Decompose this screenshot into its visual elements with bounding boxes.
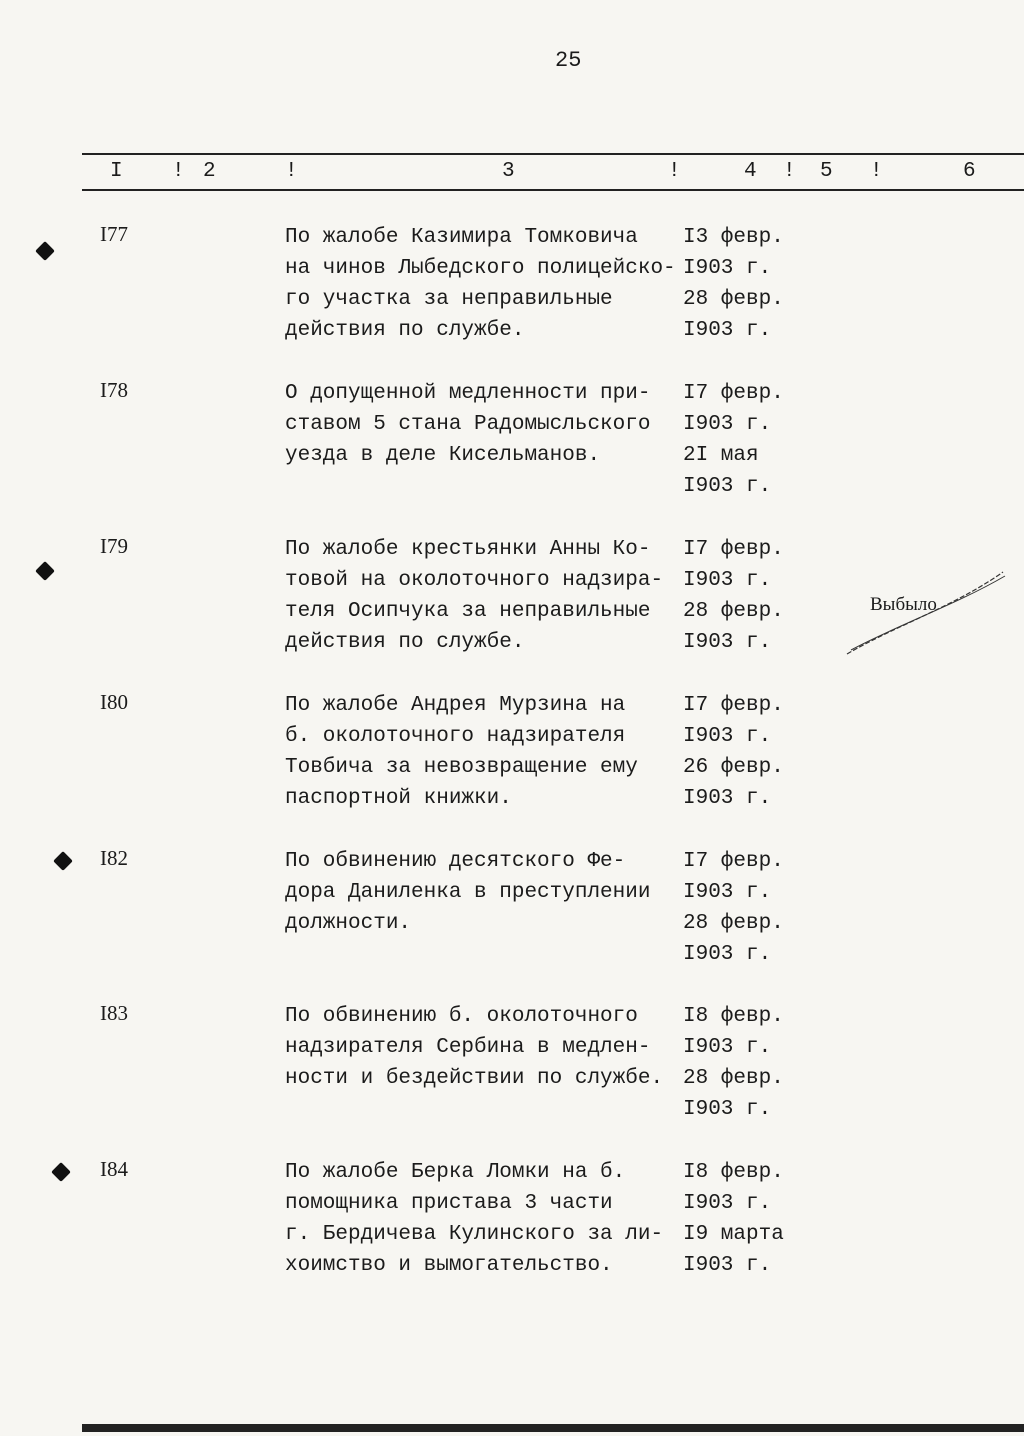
desc-line: действия по службе. [285,319,525,342]
header-col-5: 5 [820,160,833,183]
desc-line: уезда в деле Кисельманов. [285,444,601,467]
date-start: I3 февр. [683,226,784,249]
desc-line: теля Осипчука за неправильные [285,600,651,623]
date-start-year: I903 г. [683,1036,772,1059]
desc-line: действия по службе. [285,631,525,654]
entry-description [285,1001,663,1094]
desc-line: По жалобе Андрея Мурзина на [285,694,626,717]
desc-line: паспортной книжки. [285,787,512,810]
margin-mark-icon [35,561,55,581]
entry-number: I80 [100,690,128,714]
entry-dates [683,846,784,970]
desc-line: Товбича за невозвращение ему [285,756,638,779]
margin-mark-icon [35,241,55,261]
entry-dates [683,378,784,502]
header-bottom-rule [82,189,1024,191]
desc-line: го участка за неправильные [285,288,613,311]
date-end: 28 февр. [683,288,784,311]
date-end: 2I мая [683,444,759,467]
header-col-6: 6 [963,160,976,183]
margin-mark-icon [53,851,73,871]
date-start: I7 февр. [683,382,784,405]
date-start: I7 февр. [683,850,784,873]
desc-line: По жалобе крестьянки Анны Ко- [285,538,651,561]
desc-line: дора Даниленка в преступлении [285,881,651,904]
date-start: I7 февр. [683,694,784,717]
entry-description [285,378,650,471]
date-end-year: I903 г. [683,475,772,498]
header-sep-3: ! [668,160,681,183]
entry-dates [683,222,784,346]
entry-dates [683,534,784,658]
entry-description [285,534,663,658]
date-start-year: I903 г. [683,881,772,904]
date-end-year: I903 г. [683,943,772,966]
entry-180 [0,690,1024,840]
entry-177 [0,222,1024,372]
header-col-1: I [110,160,123,183]
entry-description [285,690,638,814]
header-sep-4: ! [783,160,796,183]
entry-number: I79 [100,534,128,558]
desc-line: б. околоточного надзирателя [285,725,626,748]
header-col-3: 3 [502,160,515,183]
header-sep-5: ! [870,160,883,183]
desc-line: ности и бездействии по службе. [285,1067,664,1090]
header-sep-1: ! [172,160,185,183]
date-start: I8 февр. [683,1005,784,1028]
entry-number: I83 [100,1001,128,1025]
desc-line: По обвинению б. околоточного [285,1005,638,1028]
date-end: I9 марта [683,1223,784,1246]
page-number: 25 [555,48,582,73]
desc-line: По жалобе Берка Ломки на б. [285,1161,626,1184]
header-col-4: 4 [744,160,757,183]
margin-mark-icon [51,1162,71,1182]
bottom-edge-rule [82,1424,1024,1432]
date-end: 26 февр. [683,756,784,779]
entry-184 [0,1157,1024,1307]
date-end: 28 февр. [683,600,784,623]
date-end-year: I903 г. [683,787,772,810]
entry-number: I78 [100,378,128,402]
date-start: I8 февр. [683,1161,784,1184]
desc-line: По жалобе Казимира Томковича [285,226,638,249]
date-start-year: I903 г. [683,413,772,436]
date-end-year: I903 г. [683,319,772,342]
date-start-year: I903 г. [683,725,772,748]
withdrawn-note: Выбыло [870,594,937,615]
date-end: 28 февр. [683,912,784,935]
strike-through-mark [845,566,1010,661]
desc-line: товой на околоточного надзира- [285,569,664,592]
entry-description [285,222,676,346]
entry-178 [0,378,1024,528]
entry-182 [0,846,1024,996]
desc-line: О допущенной медленности при- [285,382,651,405]
entry-number: I77 [100,222,128,246]
entry-description [285,846,650,939]
entry-dates [683,1157,784,1281]
desc-line: По обвинению десятского Фе- [285,850,626,873]
entry-dates [683,690,784,814]
date-start-year: I903 г. [683,1192,772,1215]
entry-description [285,1157,663,1281]
date-start-year: I903 г. [683,569,772,592]
desc-line: ставом 5 стана Радомысльского [285,413,651,436]
date-start-year: I903 г. [683,257,772,280]
date-end-year: I903 г. [683,631,772,654]
entry-number: I82 [100,846,128,870]
date-end: 28 февр. [683,1067,784,1090]
desc-line: г. Бердичева Кулинского за ли- [285,1223,664,1246]
header-top-rule [82,153,1024,155]
desc-line: на чинов Лыбедского полицейско- [285,257,676,280]
header-col-2: 2 [203,160,216,183]
entry-number: I84 [100,1157,128,1181]
date-end-year: I903 г. [683,1098,772,1121]
entry-dates [683,1001,784,1125]
desc-line: хоимство и вымогательство. [285,1254,613,1277]
desc-line: помощника пристава 3 части [285,1192,613,1215]
desc-line: должности. [285,912,412,935]
header-sep-2: ! [285,160,298,183]
date-end-year: I903 г. [683,1254,772,1277]
date-start: I7 февр. [683,538,784,561]
entry-183 [0,1001,1024,1151]
desc-line: надзирателя Сербина в медлен- [285,1036,651,1059]
